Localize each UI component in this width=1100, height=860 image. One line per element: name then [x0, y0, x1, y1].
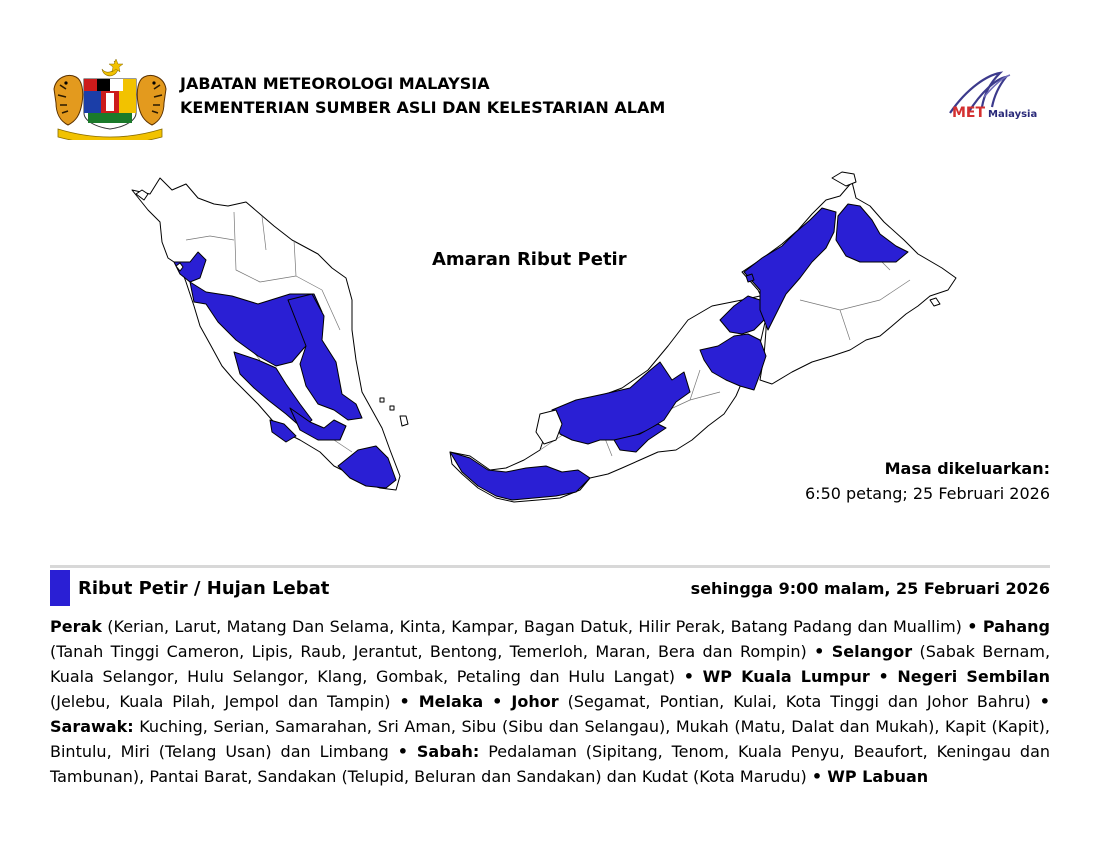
- affected-areas: [50, 614, 1050, 789]
- borneo-malaysia: [450, 172, 956, 502]
- peninsular-malaysia: [132, 178, 408, 490]
- warning-area-labuan: [746, 274, 754, 282]
- area-state: Negeri Sembilan: [897, 667, 1051, 686]
- header: [50, 55, 1050, 145]
- section-divider: [50, 565, 1050, 568]
- area-state: Johor: [511, 692, 559, 711]
- islands-sabah-east: [930, 298, 940, 306]
- area-districts: (Kerian, Larut, Matang Dan Selama, Kinta, Kampar, Bagan Datuk, Hilir Perak, Batang Padang dan Muallim): [107, 617, 962, 636]
- warning-header: [50, 570, 1050, 606]
- island-tioman: [400, 416, 408, 426]
- area-separator: •: [1039, 692, 1051, 711]
- area-separator: •: [492, 692, 503, 711]
- area-state: Selangor: [831, 642, 913, 661]
- met-malaysia-logo-icon: [938, 67, 1050, 123]
- area-state: Sarawak:: [50, 717, 134, 736]
- islands-sabah-north: [832, 172, 856, 186]
- area-separator: •: [399, 692, 410, 711]
- agency-block: [180, 72, 665, 120]
- issue-time-label: Masa dikeluarkan:: [884, 459, 1050, 478]
- area-separator: •: [967, 617, 978, 636]
- issue-time: [805, 456, 1050, 506]
- svg-text:Malaysia: Malaysia: [988, 109, 1038, 120]
- area-separator: •: [814, 642, 825, 661]
- area-districts: (Sabak Bernam, Kuala Selangor, Hulu Selangor, Klang, Gombak, Petaling dan Hulu Langat): [50, 642, 1051, 686]
- area-state: Melaka: [418, 692, 484, 711]
- map-title: Amaran Ribut Petir: [432, 249, 627, 270]
- area-districts: (Tanah Tinggi Cameron, Lipis, Raub, Jerantut, Bentong, Temerloh, Maran, Bera dan Rompin): [50, 642, 807, 661]
- warning-type: Ribut Petir / Hujan Lebat: [78, 578, 330, 599]
- ministry-name: KEMENTERIAN SUMBER ASLI DAN KELESTARIAN ALAM: [180, 98, 666, 117]
- area-districts: (Jelebu, Kuala Pilah, Jempol dan Tampin): [50, 692, 391, 711]
- warning-valid-until: sehingga 9:00 malam, 25 Februari 2026: [690, 579, 1050, 598]
- area-state: WP Labuan: [827, 767, 929, 786]
- area-state: Pahang: [982, 617, 1050, 636]
- area-districts: Pedalaman (Sipitang, Tenom, Kuala Penyu, Beaufort, Keningau dan Tambunan), Pantai Barat, Sandakan (Telupid, Beluran dan Sandakan) dan Kudat (Kota Marudu): [50, 742, 1051, 786]
- area-state: Sabah:: [416, 742, 480, 761]
- warning-color-swatch: [50, 570, 70, 606]
- issue-time-value: 6:50 petang; 25 Februari 2026: [805, 484, 1050, 503]
- area-state: WP Kuala Lumpur: [702, 667, 870, 686]
- area-districts: Kuching, Serian, Samarahan, Sri Aman, Sibu (Sibu dan Selangau), Mukah (Matu, Dalat dan Mukah), Kapit (Kapit), Bintulu, Miri (Telang Usan) dan Limbang: [50, 717, 1050, 761]
- area-state: Perak: [50, 617, 102, 636]
- islands-east: [380, 398, 394, 410]
- agency-name: JABATAN METEOROLOGI MALAYSIA: [180, 74, 490, 93]
- malaysia-coat-of-arms-icon: [50, 55, 170, 140]
- area-districts: (Segamat, Pontian, Kulai, Kota Tinggi dan Johor Bahru): [567, 692, 1031, 711]
- area-separator: •: [811, 767, 823, 786]
- svg-text:MET: MET: [952, 105, 986, 121]
- area-separator: •: [878, 667, 889, 686]
- area-separator: •: [397, 742, 408, 761]
- area-separator: •: [683, 667, 694, 686]
